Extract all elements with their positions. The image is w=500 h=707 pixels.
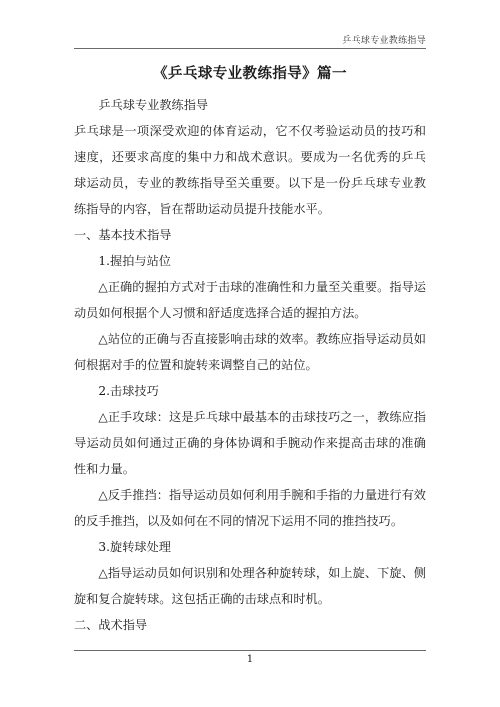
document-title: 《乒乓球专业教练指导》篇一 — [153, 65, 347, 82]
paragraph-backhand: △反手推挡：指导运动员如何利用手腕和手指的力量进行有效的反手推挡，以及如何在不同的情况下运用不同的推挡技巧。 — [74, 488, 426, 528]
paragraph-grip: △正确的握拍方式对于击球的准确性和力量至关重要。指导运动员如何根据个人习惯和舒适度选择合适的握拍方法。 — [74, 280, 426, 320]
intro-paragraph: 乒乓球是一项深受欢迎的体育运动，它不仅考验运动员的技巧和速度，还要求高度的集中力和战术意识。要成为一名优秀的乒乓球运动员，专业的教练指导至关重要。以下是一份乒乓球专业教练指导的内容，旨在帮助运动员提升技能水平。 — [74, 124, 426, 216]
footer-divider — [74, 650, 426, 651]
paragraph-spin: △指导运动员如何识别和处理各种旋转球，如上旋、下旋、侧旋和复合旋转球。这包括正确的击球点和时机。 — [74, 566, 426, 606]
section-heading-basic-technique: 一、基本技术指导 — [74, 228, 172, 242]
subheading-grip-stance: 1.握拍与站位 — [98, 254, 171, 268]
paragraph-forehand: △正手攻球：这是乒乓球中最基本的击球技巧之一，教练应指导运动员如何通过正确的身体协调和手腕动作来提高击球的准确性和力量。 — [74, 410, 426, 476]
subheading-spin-handling: 3.旋转球处理 — [98, 540, 171, 554]
paragraph-stance: △站位的正确与否直接影响击球的效率。教练应指导运动员如何根据对手的位置和旋转来调整自己的站位。 — [74, 332, 426, 372]
document-body — [74, 92, 426, 638]
header-divider — [74, 48, 426, 49]
page-number: 1 — [246, 653, 254, 665]
subtitle-paragraph: 乒乓球专业教练指导 — [98, 98, 209, 112]
section-heading-tactics: 二、战术指导 — [74, 618, 148, 632]
running-header: 乒乓球专业教练指导 — [342, 36, 426, 46]
subheading-stroke-technique: 2.击球技巧 — [98, 384, 159, 398]
